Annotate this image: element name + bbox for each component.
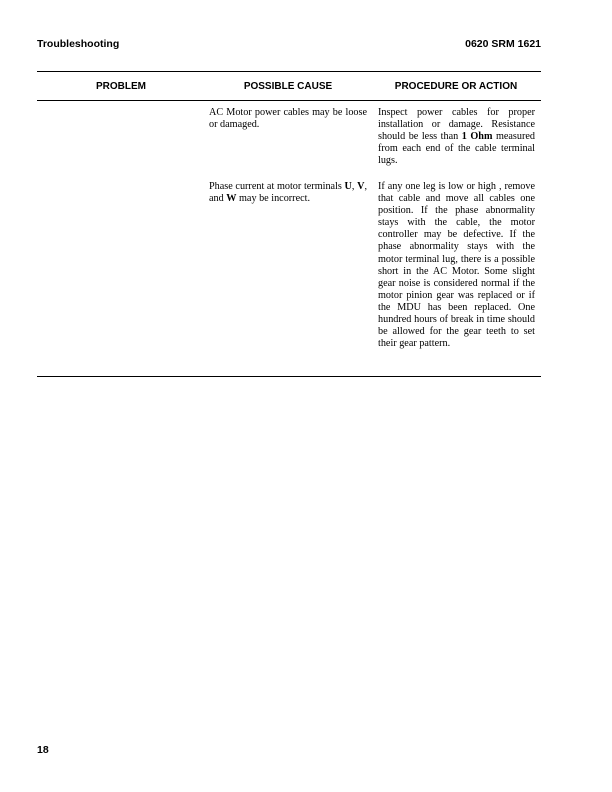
table-top-rule <box>37 71 541 72</box>
table-header-rule <box>37 100 541 101</box>
procedure-cell: If any one leg is low or high , remove that cable and move all cables one position. If the phase abnormality stays with the cable, the motor controller may be defective. If the phase abnormality stays with the motor terminal lug, there is a possible short in the AC Motor. Some slight gear noise is considered normal if the motor pinion gear was replaced or if the MDU has been replaced. One hundred hours of break in time should be allowed for the gear teeth to set their gear pattern. <box>378 181 535 350</box>
resistance-value: 1 Ohm <box>461 131 493 143</box>
page-number: 18 <box>37 744 49 756</box>
terminal-u: U <box>344 181 352 192</box>
procedure-text-end: measured from each end of the cable terminal lugs. <box>378 131 536 167</box>
procedure-cell <box>378 107 535 167</box>
cause-text: Phase current at motor terminals <box>209 181 345 192</box>
separator: , and <box>209 181 368 205</box>
column-header-possible-cause: POSSIBLE CAUSE <box>243 81 333 92</box>
document-id: 0620 SRM 1621 <box>465 38 541 50</box>
possible-cause-cell <box>209 181 367 205</box>
column-header-procedure-or-action: PROCEDURE OR ACTION <box>394 81 518 92</box>
column-header-problem: PROBLEM <box>96 81 146 92</box>
table-bottom-rule <box>37 376 541 377</box>
separator: , <box>351 181 358 192</box>
cause-text-end: may be incorrect. <box>236 193 310 205</box>
page-header <box>37 38 541 50</box>
procedure-text: Inspect power cables for proper installation or damage. Resistance should be less than <box>378 107 535 143</box>
terminal-v: V <box>357 181 365 192</box>
terminal-w: W <box>226 193 237 205</box>
possible-cause-cell: AC Motor power cables may be loose or damaged. <box>209 107 367 131</box>
section-title: Troubleshooting <box>37 38 120 50</box>
